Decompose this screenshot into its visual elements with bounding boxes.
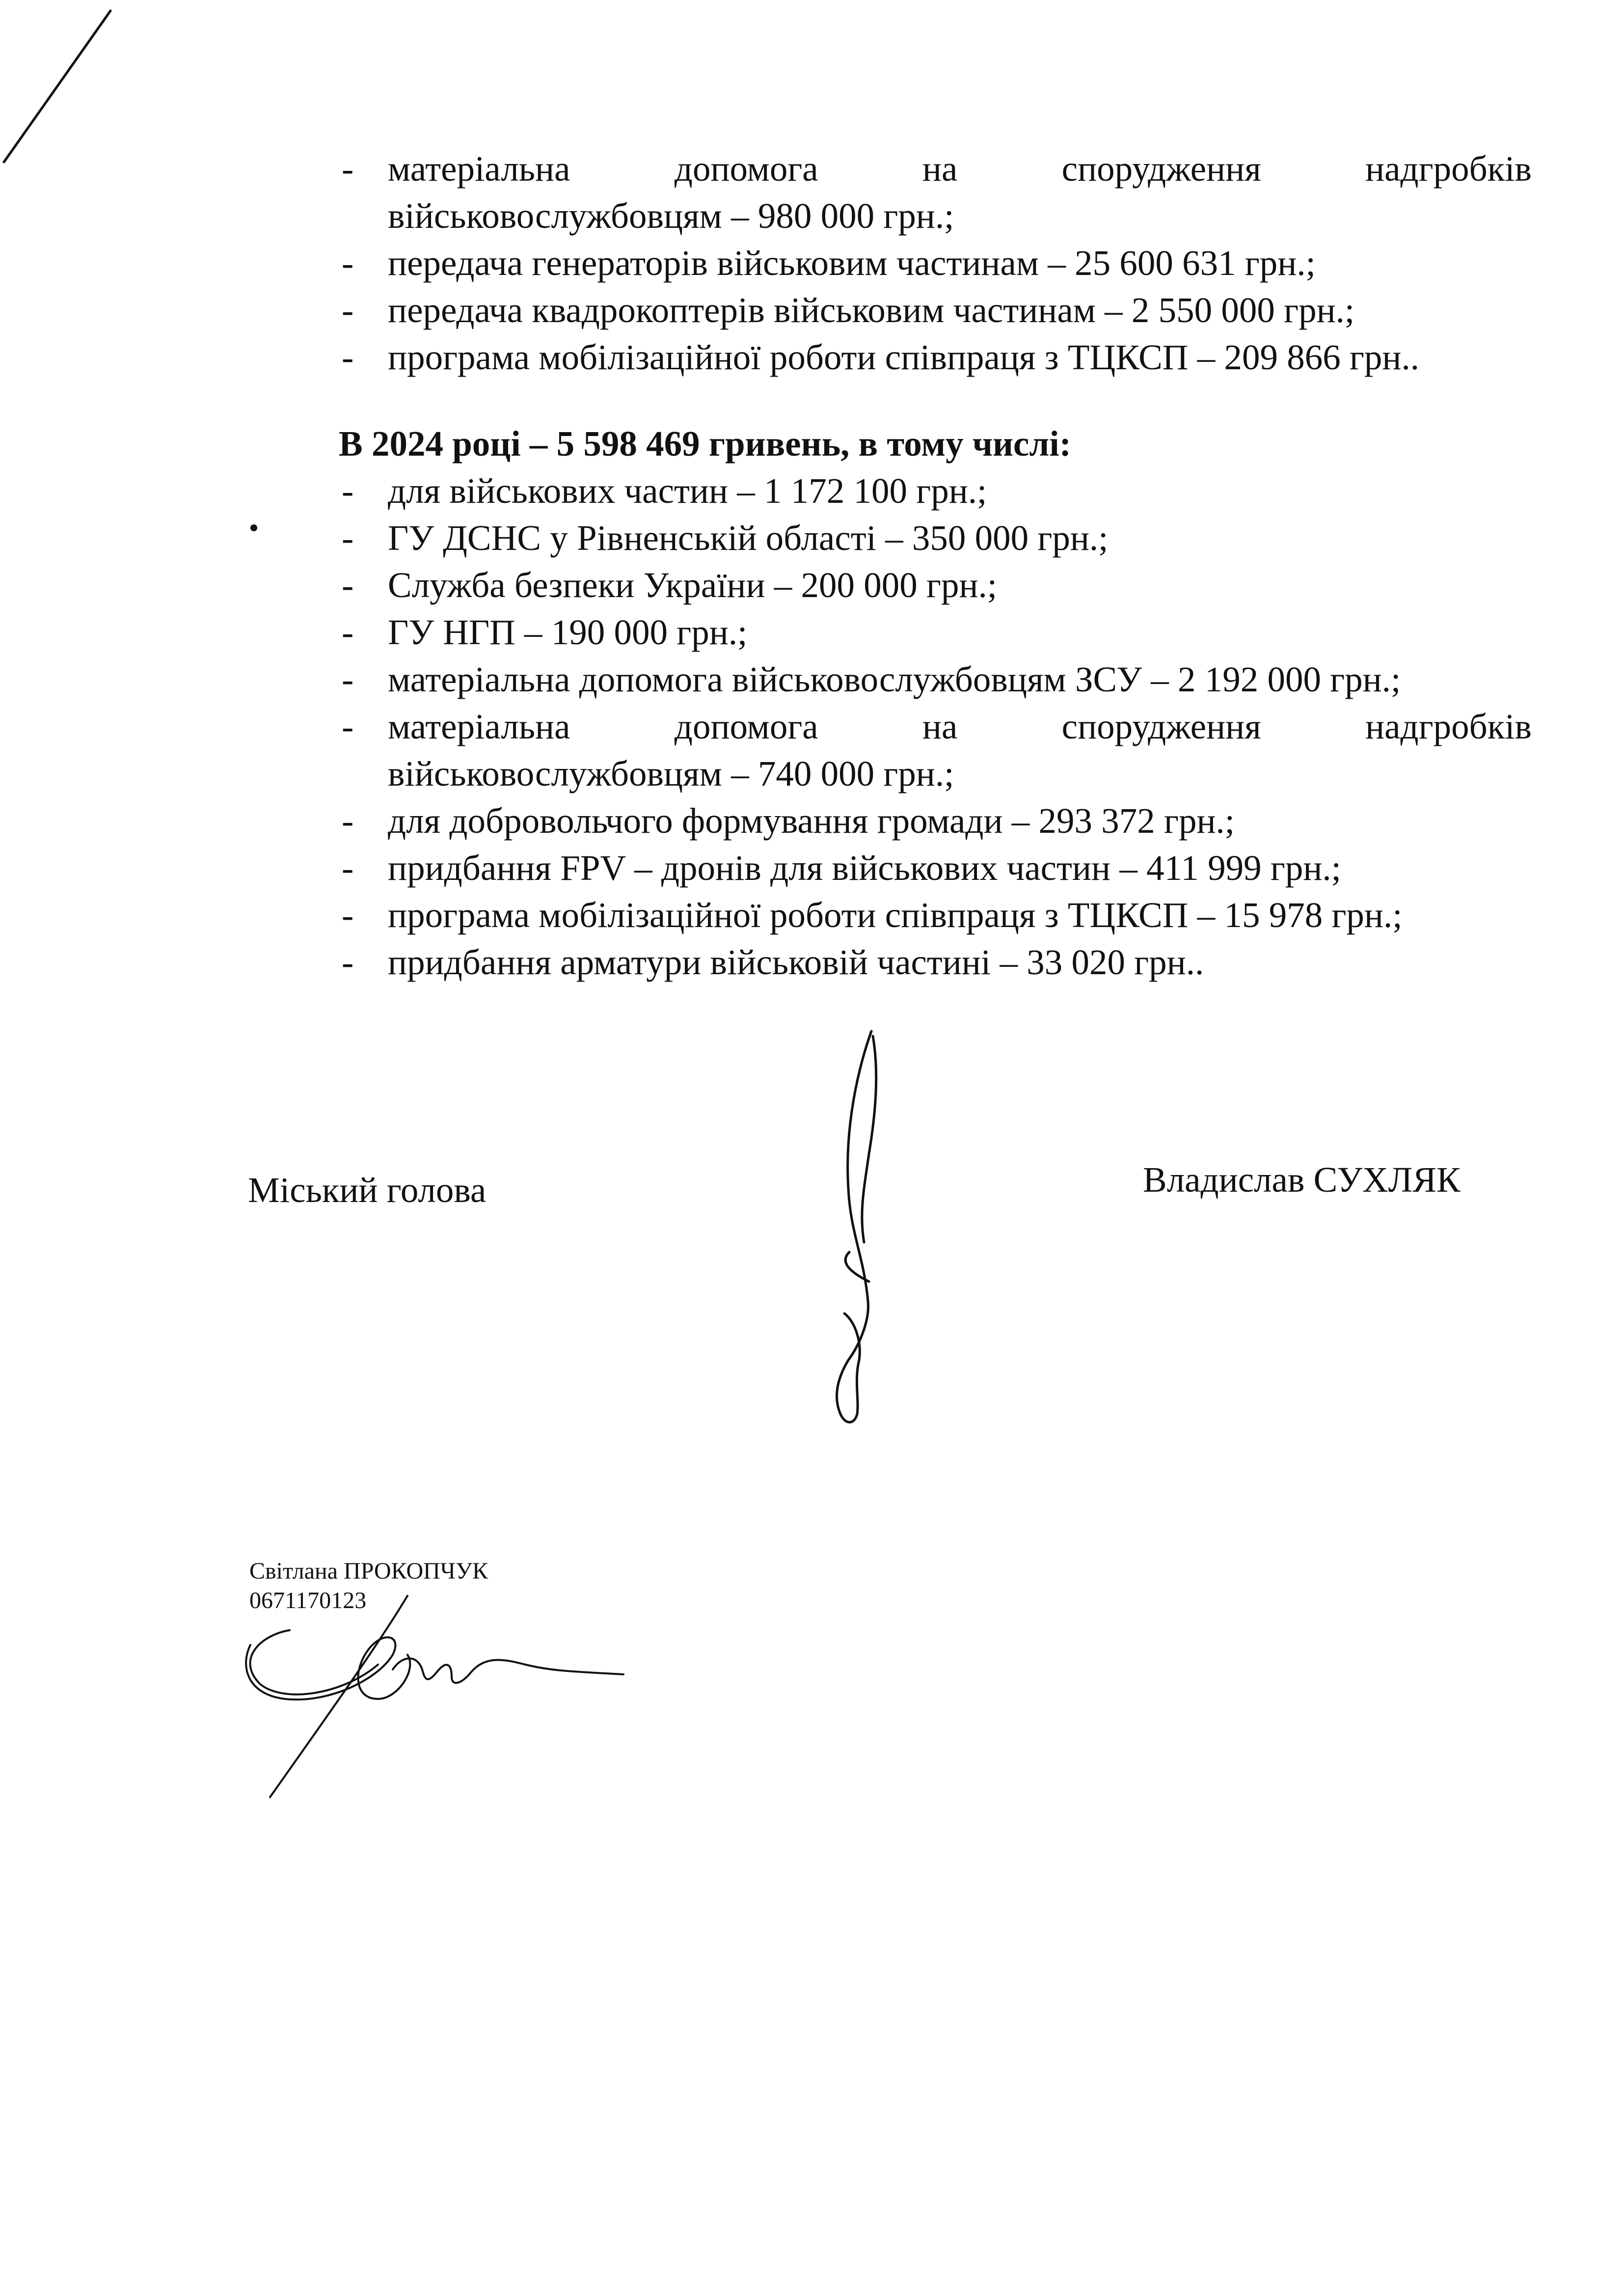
list-item: [339, 939, 1532, 986]
list-item-text: придбання арматури військовій частині – 33 020 грн..: [388, 942, 1204, 982]
list-dash: -: [342, 895, 354, 935]
section-heading-2024: В 2024 році – 5 598 469 гривень, в тому числі:: [339, 424, 1072, 464]
list-item-text-continued: військовослужбовцям – 980 000 грн.;: [388, 196, 954, 236]
list-dash: -: [342, 565, 354, 605]
list-item-text: для військових частин – 1 172 100 грн.;: [388, 471, 987, 511]
list-dash: -: [342, 848, 354, 888]
list-item: [339, 609, 1532, 656]
list-item-text: Служба безпеки України – 200 000 грн.;: [388, 565, 998, 605]
list-item: [339, 515, 1532, 562]
executor-phone: 0671170123: [249, 1587, 367, 1613]
item-list: [339, 467, 1532, 986]
list-dash: -: [342, 243, 354, 283]
stray-dot: [250, 524, 257, 531]
signatory-position: Міський голова: [248, 1170, 487, 1210]
list-item: [339, 334, 1532, 381]
list-item: [339, 467, 1532, 515]
list-item: [339, 797, 1532, 845]
list-item-text-continued: військовослужбовцям – 740 000 грн.;: [388, 754, 954, 793]
list-block-2023-continued: [339, 145, 1532, 381]
list-item: [339, 845, 1532, 892]
list-dash: -: [342, 707, 354, 746]
list-item-text: програма мобілізаційної роботи співпраця з ТЦКСП – 15 978 грн.;: [388, 895, 1403, 935]
executor-name: Світлана ПРОКОПЧУК: [249, 1558, 488, 1584]
list-item: [339, 703, 1532, 797]
list-dash: -: [342, 149, 354, 189]
list-item-text: ГУ ДСНС у Рівненській області – 350 000 грн.;: [388, 518, 1109, 558]
list-item-text: матеріальна допомога військовослужбовцям ЗСУ – 2 192 000 грн.;: [388, 659, 1401, 699]
list-dash: -: [342, 471, 354, 511]
list-dash: -: [342, 337, 354, 377]
list-block-2024: [339, 420, 1532, 986]
list-dash: -: [342, 659, 354, 699]
list-item: [339, 892, 1532, 939]
list-item-text: для добровольчого формування громади – 293 372 грн.;: [388, 801, 1235, 841]
signatory-name: Владислав СУХЛЯК: [1143, 1160, 1461, 1200]
item-list: [339, 145, 1532, 381]
list-item: [339, 240, 1532, 287]
list-item: [339, 562, 1532, 609]
list-item-text: придбання FPV – дронів для військових частин – 411 999 грн.;: [388, 848, 1341, 888]
list-dash: -: [342, 801, 354, 841]
corner-pen-stroke: [0, 0, 128, 177]
executor-signature: [231, 1586, 633, 1822]
list-item: [339, 287, 1532, 334]
list-item-text: передача квадрокоптерів військовим частинам – 2 550 000 грн.;: [388, 290, 1355, 330]
list-dash: -: [342, 518, 354, 558]
list-dash: -: [342, 612, 354, 652]
list-item-text: програма мобілізаційної роботи співпраця з ТЦКСП – 209 866 грн..: [388, 337, 1419, 377]
list-item: [339, 145, 1532, 240]
list-item-text: матеріальна допомога на спорудження надгробків: [388, 149, 1532, 189]
mayor-signature: [785, 1026, 933, 1429]
list-item: [339, 656, 1532, 703]
list-dash: -: [342, 942, 354, 982]
list-item-text: передача генераторів військовим частинам – 25 600 631 грн.;: [388, 243, 1316, 283]
list-item-text: матеріальна допомога на спорудження надгробків: [388, 707, 1532, 746]
list-dash: -: [342, 290, 354, 330]
list-item-text: ГУ НГП – 190 000 грн.;: [388, 612, 748, 652]
